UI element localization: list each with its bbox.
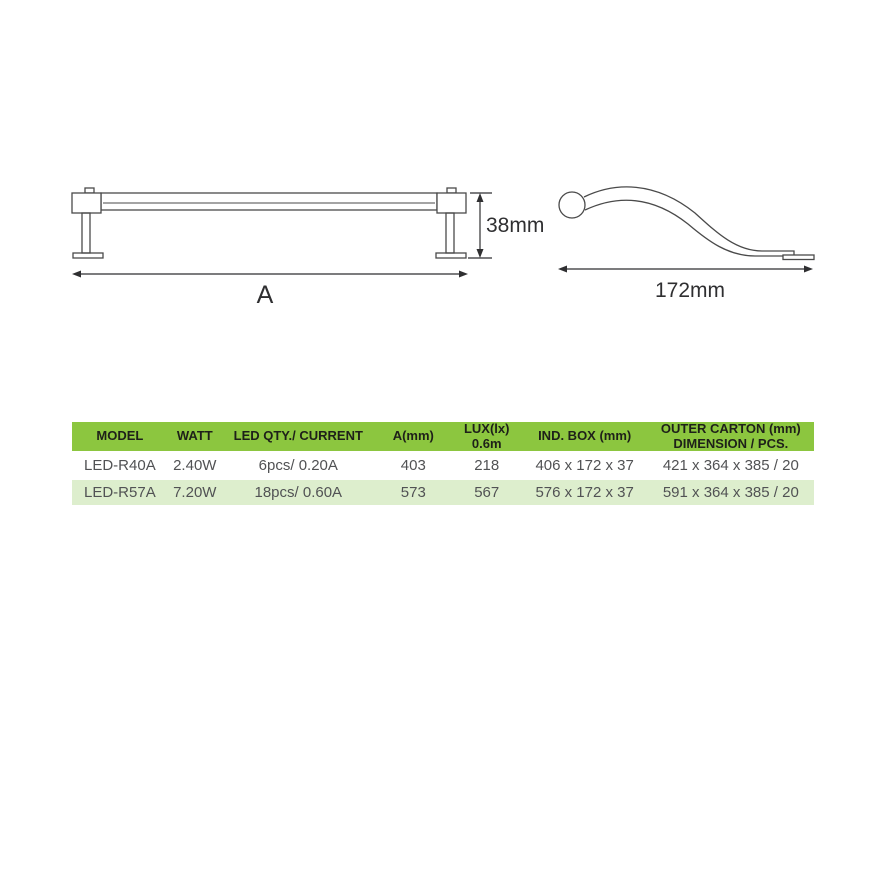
col-header-text: WATT — [176, 428, 213, 444]
col-header-led-qty-current — [222, 422, 375, 451]
cell-a-mm: 403 — [400, 457, 426, 474]
cell-model: LED-R57A — [84, 484, 156, 501]
spec-table — [72, 422, 814, 507]
col-header-ind-box — [522, 422, 648, 451]
spec-table-header-row — [72, 422, 814, 451]
cell-watt: 2.40W — [173, 457, 217, 474]
arrowhead-right-icon — [804, 266, 813, 273]
col-header-text: LED QTY./ CURRENT — [233, 428, 363, 444]
cell-outer-carton: 591 x 364 x 385 / 20 — [662, 484, 799, 501]
col-header-text: MODEL — [96, 428, 144, 444]
right-cap-tab — [447, 188, 456, 193]
col-header-lux — [452, 422, 522, 451]
col-header-text-line1: OUTER CARTON (mm) — [660, 421, 801, 437]
side-base-plate — [783, 255, 814, 260]
col-header-text: A(mm) — [392, 428, 434, 444]
table-row-led-r57a — [72, 480, 814, 505]
arrowhead-up-icon — [477, 193, 484, 202]
tube-cross-section — [559, 192, 585, 218]
col-header-text-line2: DIMENSION / PCS. — [673, 435, 789, 451]
col-header-text-line1: LUX(lx) — [463, 421, 510, 437]
cell-outer-carton: 421 x 364 x 385 / 20 — [662, 457, 799, 474]
arrowhead-right-icon — [459, 271, 468, 278]
col-header-text-line2: 0.6m — [471, 435, 502, 451]
cell-a-mm: 573 — [400, 484, 426, 501]
cell-ind-box: 576 x 172 x 37 — [535, 484, 634, 501]
left-end-cap — [72, 193, 101, 213]
col-header-outer-carton — [648, 422, 814, 451]
col-header-model — [72, 422, 168, 451]
left-foot — [73, 253, 103, 258]
cell-lux: 218 — [474, 457, 500, 474]
cell-led-qty-current: 18pcs/ 0.60A — [254, 484, 343, 501]
technical-drawings — [0, 0, 886, 360]
table-row-led-r40a — [72, 453, 814, 478]
dim-a-label: A — [256, 281, 274, 309]
dimension-172mm — [558, 266, 813, 273]
cell-lux: 567 — [474, 484, 500, 501]
right-foot — [436, 253, 466, 258]
col-header-watt — [168, 422, 222, 451]
cell-ind-box: 406 x 172 x 37 — [535, 457, 634, 474]
cell-watt: 7.20W — [173, 484, 217, 501]
right-end-cap — [437, 193, 466, 213]
side-view-drawing — [559, 187, 814, 260]
dim-38mm-label: 38mm — [486, 214, 545, 237]
lamp-bar — [101, 193, 437, 210]
arrowhead-left-icon — [558, 266, 567, 273]
side-arm-lower-line — [585, 200, 783, 256]
arrowhead-left-icon — [72, 271, 81, 278]
col-header-text: IND. BOX (mm) — [538, 428, 632, 444]
dim-172mm-label: 172mm — [654, 279, 726, 302]
arrowhead-down-icon — [477, 249, 484, 258]
col-header-a-mm — [375, 422, 452, 451]
right-leg — [446, 213, 454, 253]
side-arm-upper-line — [584, 187, 794, 255]
cell-led-qty-current: 6pcs/ 0.20A — [258, 457, 338, 474]
dimension-a — [72, 271, 468, 278]
left-leg — [82, 213, 90, 253]
left-cap-tab — [85, 188, 94, 193]
cell-model: LED-R40A — [84, 457, 156, 474]
front-view-drawing — [72, 188, 466, 258]
